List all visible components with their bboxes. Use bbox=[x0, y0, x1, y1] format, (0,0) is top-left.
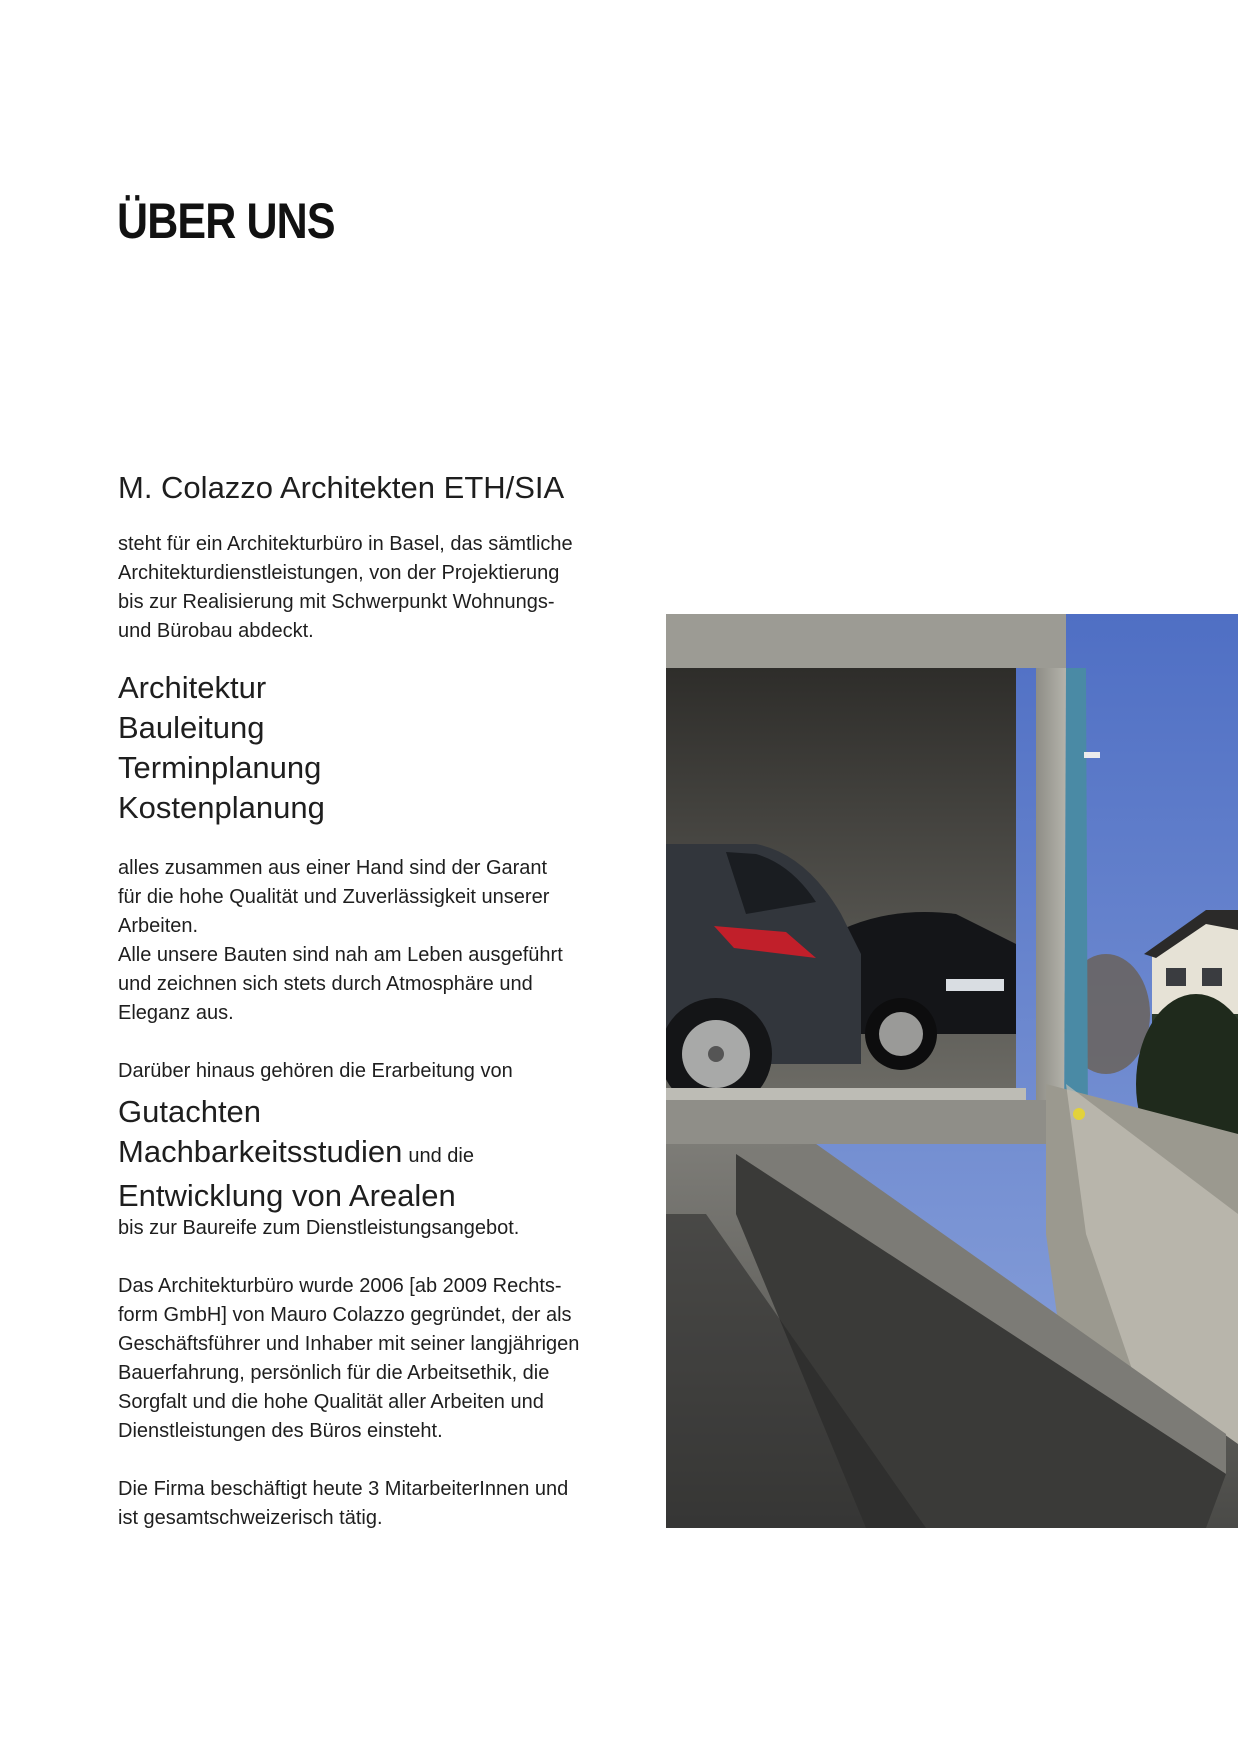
history-line: form GmbH] von Mauro Colazzo gegründet, der als bbox=[118, 1304, 572, 1326]
quality-line: Arbeiten. bbox=[118, 915, 199, 937]
carport-photo-art bbox=[666, 614, 1238, 1528]
history-paragraph bbox=[118, 1272, 618, 1446]
concrete-top-beam bbox=[666, 614, 1066, 668]
intro-line: bis zur Realisierung mit Schwerpunkt Wohnungs- bbox=[118, 591, 555, 613]
staff-line: Die Firma beschäftigt heute 3 MitarbeiterInnen und bbox=[118, 1478, 569, 1500]
services-list bbox=[118, 668, 618, 828]
history-line: Geschäftsführer und Inhaber mit seiner langjährigen bbox=[118, 1333, 580, 1355]
service-bauleitung: Bauleitung bbox=[118, 710, 265, 745]
quality-line: und zeichnen sich stets durch Atmosphäre und bbox=[118, 973, 533, 995]
quality-line: Eleganz aus. bbox=[118, 1002, 234, 1024]
intro-line: und Bürobau abdeckt. bbox=[118, 620, 314, 642]
service-kostenplanung: Kostenplanung bbox=[118, 790, 325, 825]
history-line: Das Architekturbüro wurde 2006 [ab 2009 Rechts- bbox=[118, 1275, 562, 1297]
concrete-slab bbox=[666, 1100, 1046, 1144]
street-lamp bbox=[1084, 752, 1100, 758]
extras-list bbox=[118, 1092, 618, 1216]
staff-paragraph bbox=[118, 1475, 618, 1533]
service-architektur: Architektur bbox=[118, 670, 267, 705]
quality-line: für die hohe Qualität und Zuverlässigkeit unserer bbox=[118, 886, 550, 908]
history-line: Sorgfalt und die hohe Qualität aller Arbeiten und bbox=[118, 1391, 544, 1413]
intro-line: Architekturdienstleistungen, von der Projektierung bbox=[118, 562, 560, 584]
history-line: Bauerfahrung, persönlich für die Arbeitsethik, die bbox=[118, 1362, 550, 1384]
extra-gutachten: Gutachten bbox=[118, 1094, 262, 1129]
floor-edge bbox=[666, 1088, 1026, 1100]
service-terminplanung: Terminplanung bbox=[118, 750, 322, 785]
quality-line: Alle unsere Bauten sind nah am Leben ausgeführt bbox=[118, 944, 563, 966]
glass-side-wall bbox=[1064, 668, 1088, 1134]
extra-machbarkeitsstudien: Machbarkeitsstudien bbox=[118, 1134, 403, 1169]
intro-line: steht für ein Architekturbüro in Basel, das sämtliche bbox=[118, 533, 573, 555]
extra-arealentwicklung: Entwicklung von Arealen bbox=[118, 1178, 456, 1213]
extras-intro: Darüber hinaus gehören die Erarbeitung von bbox=[118, 1060, 513, 1082]
concrete-right-pillar bbox=[1036, 668, 1066, 1134]
intro-paragraph bbox=[118, 530, 618, 646]
yellow-scooter bbox=[1073, 1108, 1085, 1120]
carport-photo bbox=[666, 614, 1238, 1528]
quality-line: alles zusammen aus einer Hand sind der Garant bbox=[118, 857, 548, 879]
staff-line: ist gesamtschweizerisch tätig. bbox=[118, 1507, 383, 1529]
extra-machbarkeitsstudien-row bbox=[118, 1132, 618, 1176]
history-line: Dienstleistungen des Büros einsteht. bbox=[118, 1420, 443, 1442]
content-column bbox=[118, 468, 618, 1533]
extras-outro: bis zur Baureife zum Dienstleistungsangebot. bbox=[118, 1217, 520, 1239]
firm-name: M. Colazzo Architekten ETH/SIA bbox=[118, 470, 565, 505]
extras-connector: und die bbox=[408, 1145, 474, 1167]
page-title: ÜBER UNS bbox=[117, 193, 335, 249]
quality-paragraph bbox=[118, 854, 618, 1028]
